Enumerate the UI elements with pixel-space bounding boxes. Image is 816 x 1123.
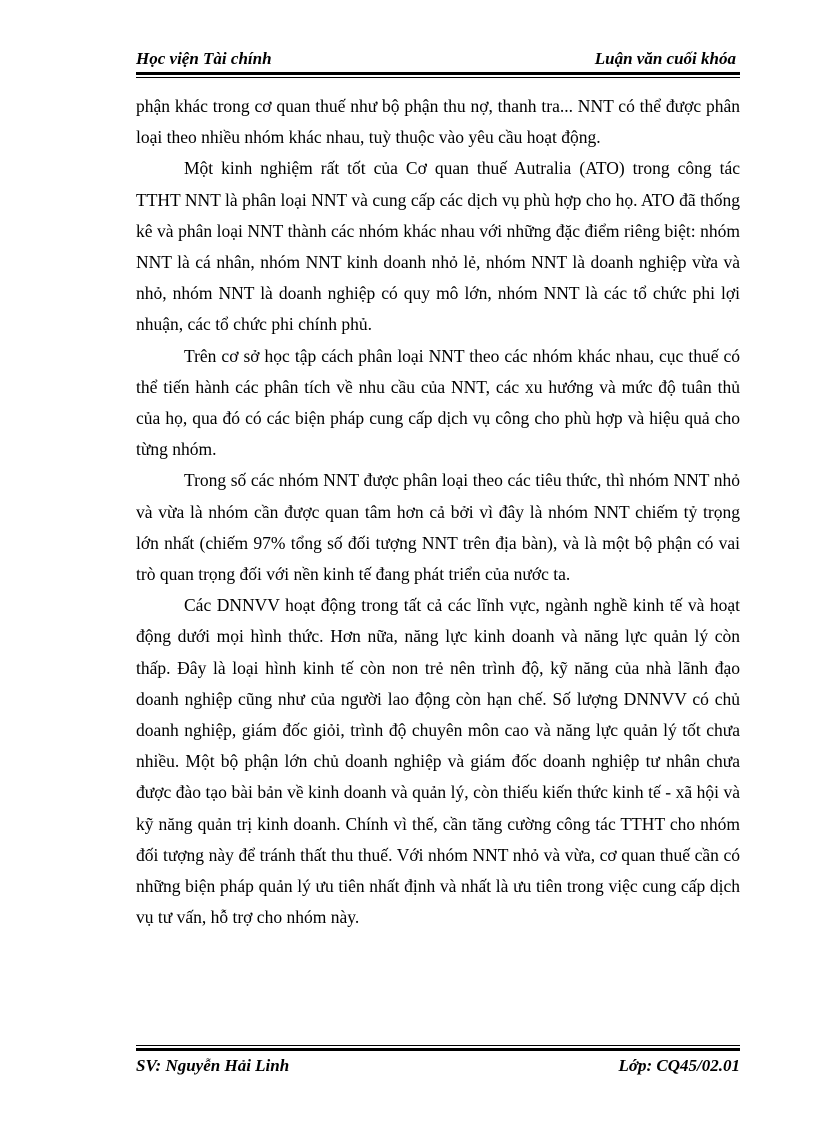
paragraph: Trong số các nhóm NNT được phân loại theo các tiêu thức, thì nhóm NNT nhỏ và vừa là nhóm cần được quan tâm hơn cả bởi vì đây là nhóm NNT chiếm tỷ trọng lớn nhất (chiếm 97% tổng số đối tượng NNT trên địa bàn), và là một bộ phận có vai trò quan trọng đối với nền kinh tế đang phát triển của nước ta. — [136, 470, 740, 585]
footer-rule-thin — [136, 1045, 740, 1046]
paragraph: Các DNNVV hoạt động trong tất cả các lĩnh vực, ngành nghề kinh tế và hoạt động dưới mọi hình thức. Hơn nữa, năng lực kinh doanh và năng lực quản lý còn thấp. Đây là loại hình kinh tế còn non trẻ nên trình độ, kỹ năng của nhà lãnh đạo doanh nghiệp cũng như của người lao động còn hạn chế. Số lượng DNNVV có chủ doanh nghiệp, giám đốc giỏi, trình độ chuyên môn cao và năng lực quản lý tốt chưa nhiều. Một bộ phận lớn chủ doanh nghiệp và giám đốc doanh nghiệp tư nhân chưa được đào tạo bài bản về kinh doanh và quản lý, còn thiếu kiến thức kinh tế - xã hội và kỹ năng quản trị kinh doanh. Chính vì thế, cần tăng cường công tác TTHT cho nhóm đối tượng này để tránh thất thu thuế. Với nhóm NNT nhỏ và vừa, cơ quan thuế cần có những biện pháp quản lý ưu tiên nhất định và nhất là ưu tiên trong việc cung cấp dịch vụ tư vấn, hỗ trợ cho nhóm này. — [136, 595, 740, 928]
header-institution: Học viện Tài chính — [136, 49, 272, 68]
page-header — [136, 48, 740, 70]
body-text — [136, 91, 740, 933]
paragraph: Trên cơ sở học tập cách phân loại NNT theo các nhóm khác nhau, cục thuế có thể tiến hành các phân tích về nhu cầu của NNT, các xu hướng và mức độ tuân thủ của họ, qua đó có các biện pháp cung cấp dịch vụ công cho phù hợp và hiệu quả cho từng nhóm. — [136, 345, 740, 460]
paragraph: Một kinh nghiệm rất tốt của Cơ quan thuế Autralia (ATO) trong công tác TTHT NNT là phân loại NNT và cung cấp các dịch vụ phù hợp cho họ. ATO đã thống kê và phân loại NNT thành các nhóm khác nhau với những đặc điểm riêng biệt: nhóm NNT là cá nhân, nhóm NNT kinh doanh nhỏ lẻ, nhóm NNT là doanh nghiệp vừa và nhỏ, nhóm NNT là doanh nghiệp có quy mô lớn, nhóm NNT là các tổ chức phi lợi nhuận, các tổ chức phi chính phủ. — [136, 158, 740, 335]
header-rule-thick — [136, 72, 740, 75]
paragraph-continued: phận khác trong cơ quan thuế như bộ phận thu nợ, thanh tra... NNT có thể được phân loại theo nhiều nhóm khác nhau, tuỳ thuộc vào yêu cầu hoạt động. — [136, 96, 740, 148]
header-document-type: Luận văn cuối khóa — [594, 49, 736, 68]
page-footer — [136, 1055, 740, 1077]
footer-student-name: SV: Nguyễn Hải Linh — [136, 1056, 290, 1075]
footer-class-code: Lớp: CQ45/02.01 — [618, 1056, 740, 1075]
footer-rule-thick — [136, 1048, 740, 1051]
header-rule-thin — [136, 77, 740, 78]
